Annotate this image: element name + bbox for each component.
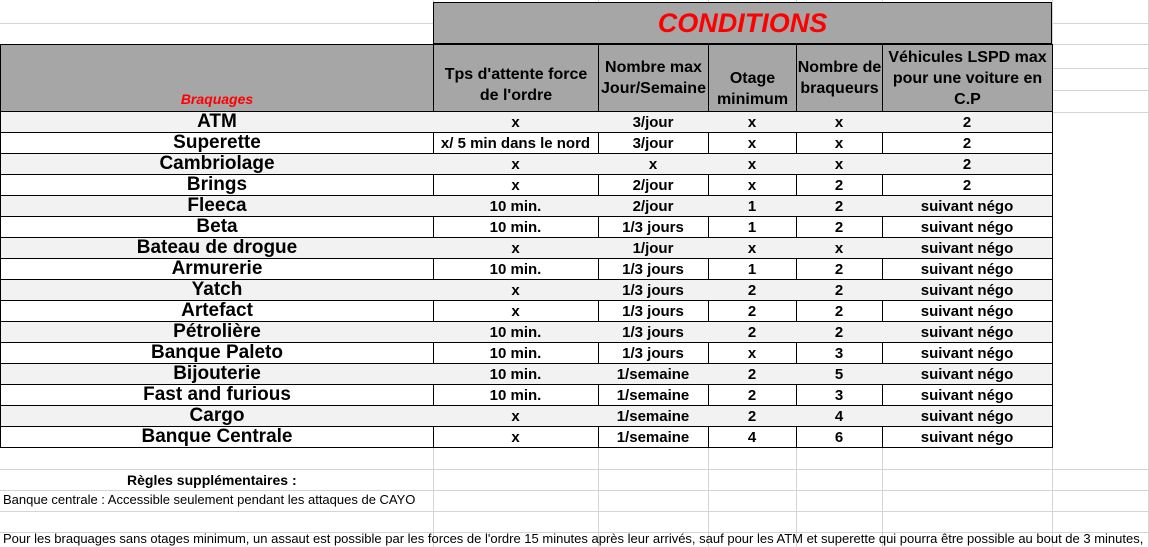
min-hostages-cell: x [708,175,797,196]
robbers-cell: 3 [796,343,883,364]
min-hostages-cell: x [708,112,797,133]
column-header-min-hostages: Otage minimum [708,44,797,112]
heist-name: Fast and furious [0,385,434,406]
heist-name: Brings [0,175,434,196]
table-row [0,175,1052,196]
min-hostages-cell: 2 [708,280,797,301]
heist-name: Fleeca [0,196,434,217]
robbers-cell: 2 [796,196,883,217]
lspd-vehicles-cell: suivant négo [882,280,1053,301]
rule-banque-centrale: Banque centrale : Accessible seulement pendant les attaques de CAYO [3,492,416,507]
wait-time-cell: x [433,112,599,133]
wait-time-cell: 10 min. [433,343,599,364]
min-hostages-cell: 2 [708,406,797,427]
table-row [0,343,1052,364]
robbers-cell: x [796,238,883,259]
max-per-period-cell: 1/3 jours [598,217,709,238]
lspd-vehicles-cell: suivant négo [882,217,1053,238]
min-hostages-cell: 2 [708,301,797,322]
heist-name: Yatch [0,280,434,301]
max-per-period-cell: 1/3 jours [598,280,709,301]
table-row [0,301,1052,322]
table-row [0,280,1052,301]
heist-name: Pétrolière [0,322,434,343]
lspd-vehicles-cell: suivant négo [882,385,1053,406]
min-hostages-cell: 2 [708,364,797,385]
wait-time-cell: 10 min. [433,259,599,280]
robbers-cell: x [796,112,883,133]
table-row [0,133,1052,154]
min-hostages-cell: 1 [708,196,797,217]
heist-name: Banque Centrale [0,427,434,448]
heist-name: Bijouterie [0,364,434,385]
wait-time-cell: x/ 5 min dans le nord [433,133,599,154]
robbers-cell: x [796,154,883,175]
heist-name: Superette [0,133,434,154]
column-header-lspd-vehicles: Véhicules LSPD max pour une voiture en C.P [882,44,1053,112]
lspd-vehicles-cell: 2 [882,112,1053,133]
max-per-period-cell: 2/jour [598,196,709,217]
conditions-title: CONDITIONS [433,2,1052,44]
min-hostages-cell: x [708,238,797,259]
wait-time-cell: 10 min. [433,364,599,385]
column-header-wait-time: Tps d'attente force de l'ordre [433,44,599,112]
wait-time-cell: x [433,238,599,259]
robbers-cell: 2 [796,301,883,322]
robbers-cell: 2 [796,217,883,238]
wait-time-cell: 10 min. [433,322,599,343]
heist-name: Bateau de drogue [0,238,434,259]
robbers-cell: 3 [796,385,883,406]
max-per-period-cell: 1/3 jours [598,343,709,364]
lspd-vehicles-cell: suivant négo [882,196,1053,217]
robbers-cell: 2 [796,175,883,196]
lspd-vehicles-cell: suivant négo [882,427,1053,448]
lspd-vehicles-cell: suivant négo [882,343,1053,364]
lspd-vehicles-cell: suivant négo [882,259,1053,280]
min-hostages-cell: 4 [708,427,797,448]
heist-name: Cambriolage [0,154,434,175]
wait-time-cell: 10 min. [433,385,599,406]
column-header-max-per-period: Nombre max Jour/Semaine [598,44,709,112]
lspd-vehicles-cell: suivant négo [882,322,1053,343]
rules-title: Règles supplémentaires : [127,472,297,488]
max-per-period-cell: 3/jour [598,133,709,154]
max-per-period-cell: 2/jour [598,175,709,196]
table-row [0,385,1052,406]
wait-time-cell: x [433,280,599,301]
table-row [0,196,1052,217]
max-per-period-cell: 1/semaine [598,406,709,427]
min-hostages-cell: 1 [708,217,797,238]
max-per-period-cell: 1/semaine [598,364,709,385]
column-header-braquages: Braquages [0,44,434,112]
table-row [0,322,1052,343]
table-row [0,364,1052,385]
wait-time-cell: x [433,427,599,448]
min-hostages-cell: 2 [708,385,797,406]
heist-name: Cargo [0,406,434,427]
wait-time-cell: x [433,154,599,175]
robbers-cell: x [796,133,883,154]
heist-name: ATM [0,112,434,133]
wait-time-cell: x [433,406,599,427]
wait-time-cell: x [433,175,599,196]
lspd-vehicles-cell: suivant négo [882,301,1053,322]
table-row [0,112,1052,133]
lspd-vehicles-cell: suivant négo [882,364,1053,385]
table-row [0,259,1052,280]
lspd-vehicles-cell: suivant négo [882,406,1053,427]
robbers-cell: 5 [796,364,883,385]
lspd-vehicles-cell: 2 [882,133,1053,154]
min-hostages-cell: 1 [708,259,797,280]
lspd-vehicles-cell: suivant négo [882,238,1053,259]
min-hostages-cell: 2 [708,322,797,343]
max-per-period-cell: 1/jour [598,238,709,259]
wait-time-cell: x [433,301,599,322]
lspd-vehicles-cell: 2 [882,154,1053,175]
heist-name: Armurerie [0,259,434,280]
max-per-period-cell: 3/jour [598,112,709,133]
table-row [0,406,1052,427]
robbers-cell: 2 [796,322,883,343]
max-per-period-cell: 1/3 jours [598,301,709,322]
wait-time-cell: 10 min. [433,196,599,217]
min-hostages-cell: x [708,343,797,364]
heist-name: Beta [0,217,434,238]
max-per-period-cell: 1/3 jours [598,259,709,280]
table-row [0,238,1052,259]
table-row [0,427,1052,448]
lspd-vehicles-cell: 2 [882,175,1053,196]
min-hostages-cell: x [708,133,797,154]
rule-assault: Pour les braquages sans otages minimum, un assaut est possible par les forces de l'ordre 15 minutes après leur arrivés, sauf pour les ATM et superette qui pourra être possible au bout de 3 minutes, [3,531,1144,546]
max-per-period-cell: 1/3 jours [598,322,709,343]
heist-name: Artefact [0,301,434,322]
robbers-cell: 2 [796,280,883,301]
robbers-cell: 2 [796,259,883,280]
max-per-period-cell: 1/semaine [598,385,709,406]
max-per-period-cell: x [598,154,709,175]
table-row [0,217,1052,238]
table-row [0,154,1052,175]
max-per-period-cell: 1/semaine [598,427,709,448]
min-hostages-cell: x [708,154,797,175]
wait-time-cell: 10 min. [433,217,599,238]
robbers-cell: 6 [796,427,883,448]
column-header-robbers: Nombre de braqueurs [796,44,883,112]
robbers-cell: 4 [796,406,883,427]
heist-name: Banque Paleto [0,343,434,364]
